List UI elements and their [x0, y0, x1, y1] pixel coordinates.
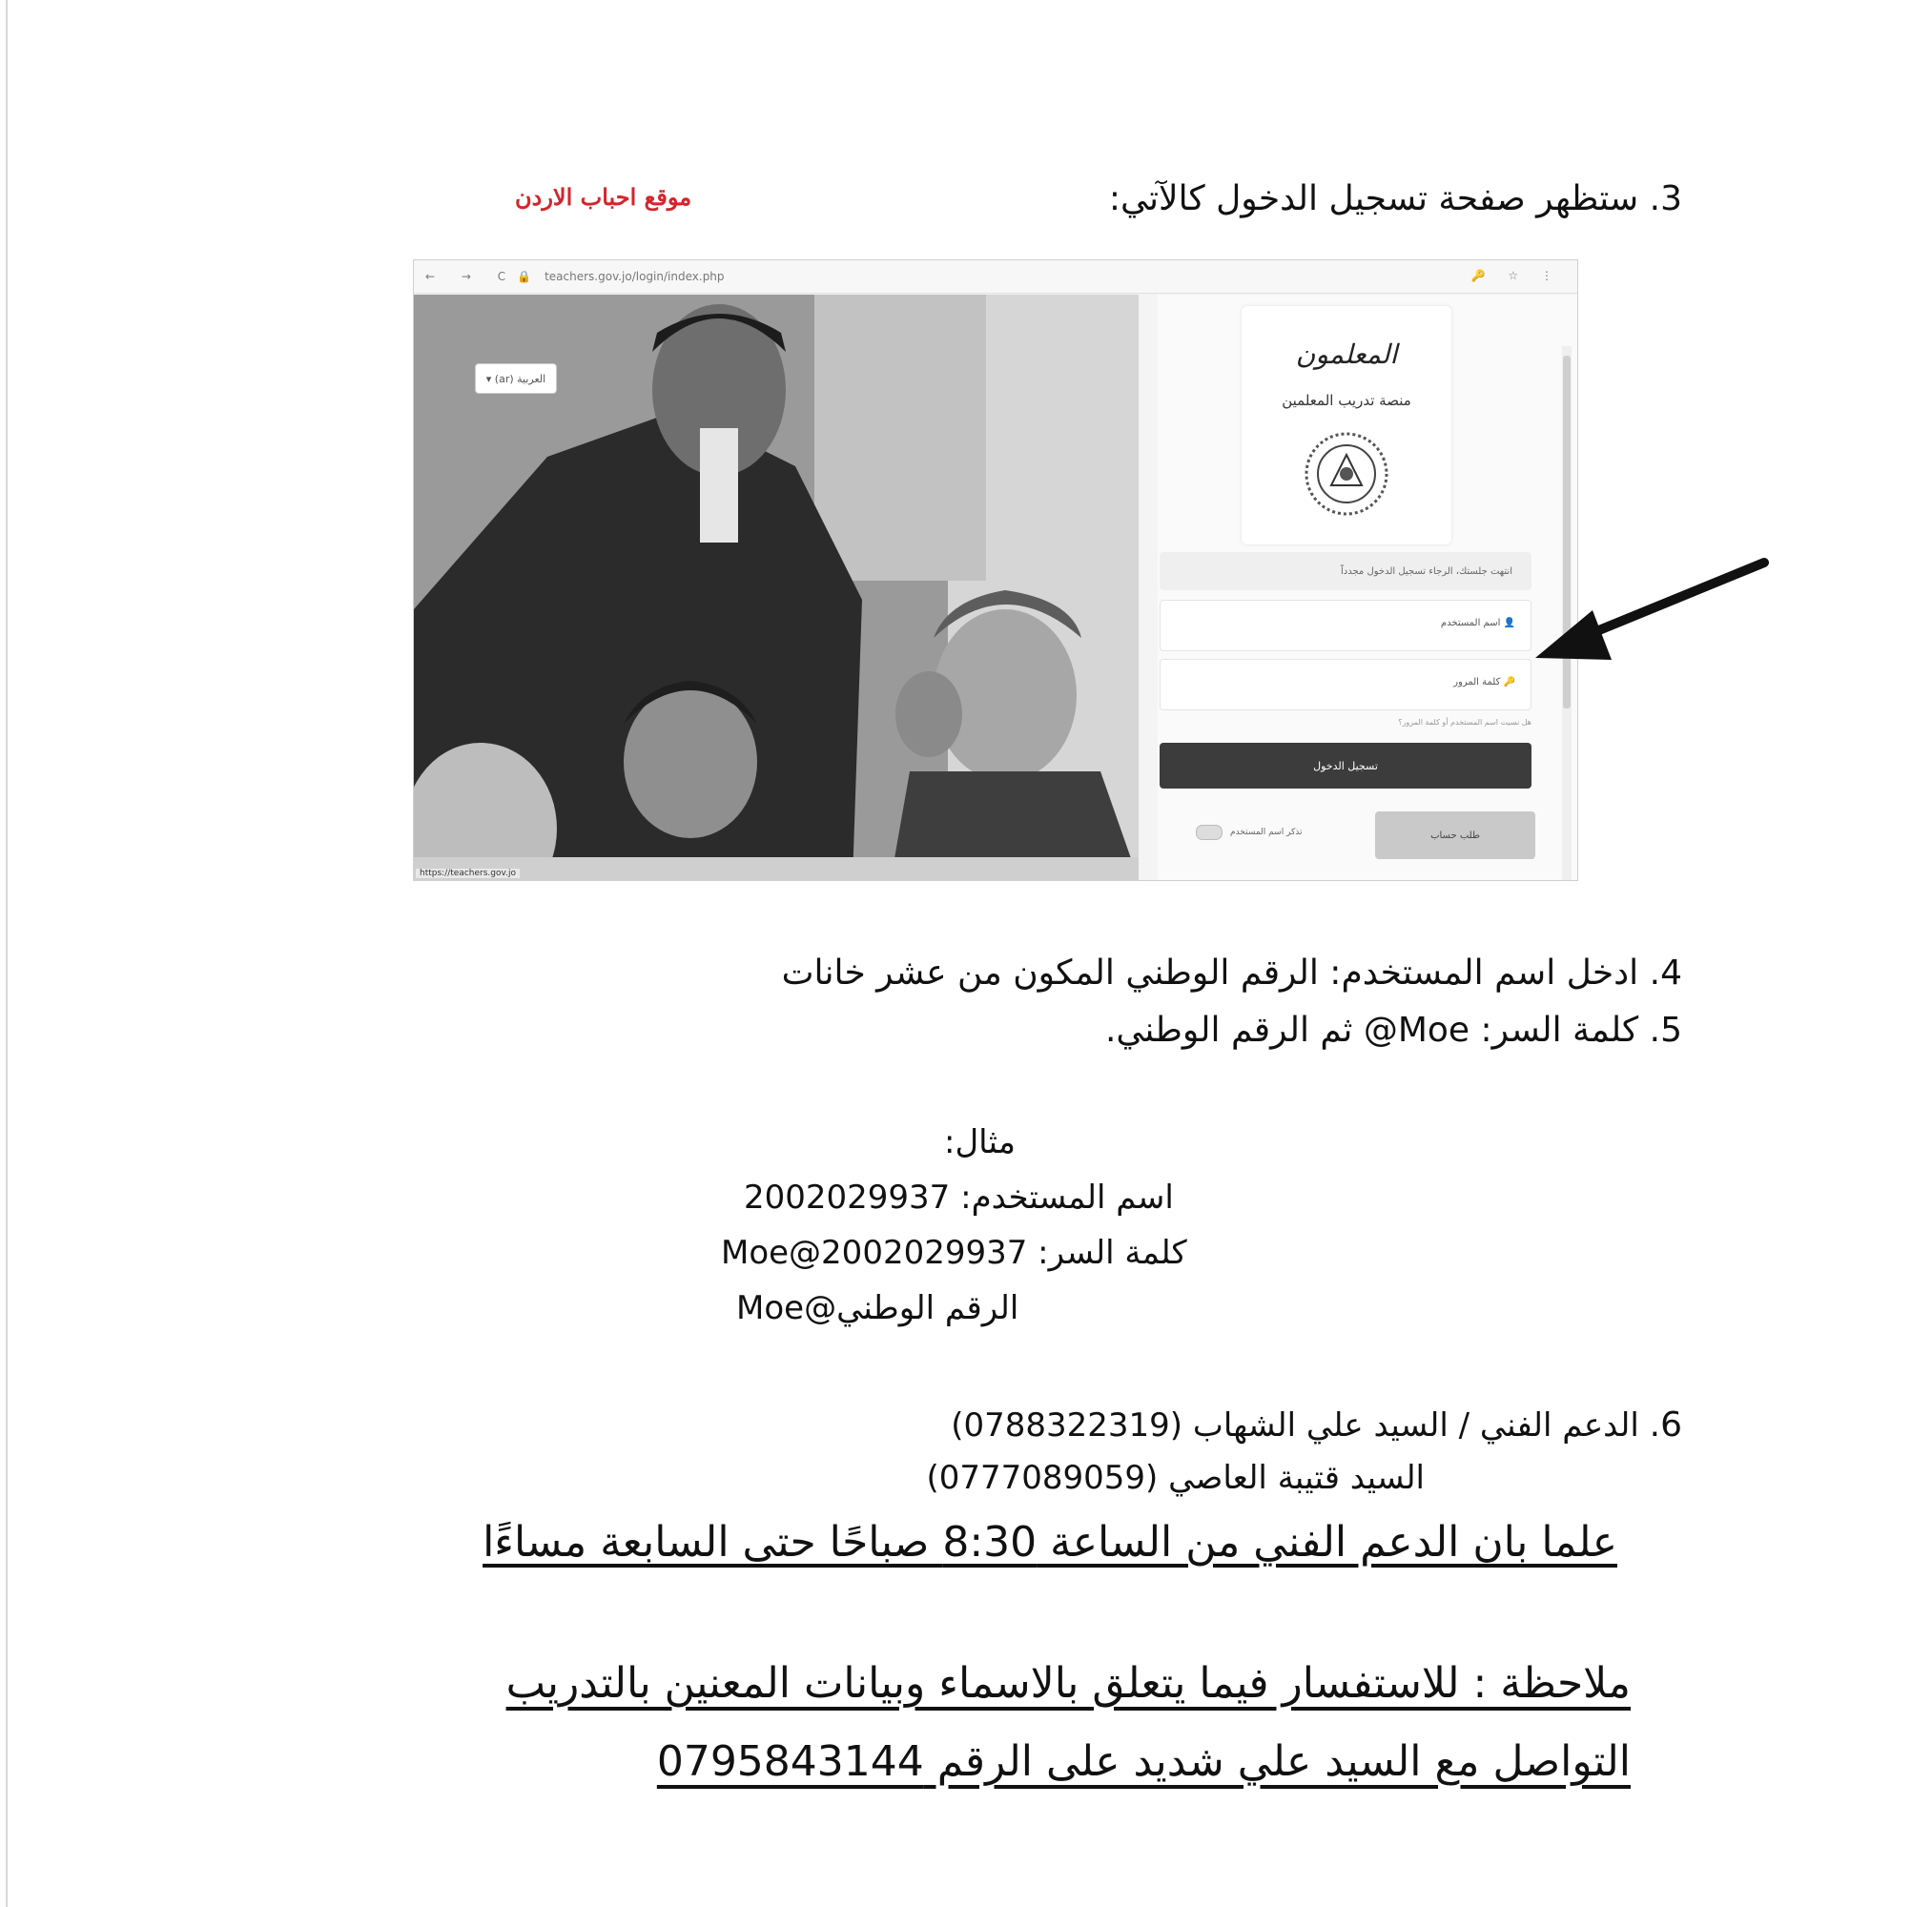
step-5-text: كلمة السر: Moe@ ثم الرقم الوطني. — [1104, 1011, 1639, 1050]
support-contact-2: السيد قتيبة العاصي (0777089059) — [926, 1459, 1425, 1497]
browser-address-bar — [414, 260, 1577, 294]
page-edge-line — [6, 0, 8, 1907]
example-password: كلمة السر: Moe@2002029937 — [721, 1234, 1187, 1272]
note-line-2: التواصل مع السيد علي شديد على الرقم 0795843144 — [656, 1737, 1631, 1786]
step-3-text: ستظهر صفحة تسجيل الدخول كالآتي: — [1108, 179, 1639, 218]
remember-toggle[interactable] — [1196, 825, 1223, 840]
username-field[interactable] — [1160, 600, 1531, 651]
step-5-number: 5. — [1649, 1011, 1682, 1050]
login-button[interactable]: تسجيل الدخول — [1160, 743, 1531, 789]
step-4-text: ادخل اسم المستخدم: الرقم الوطني المكون من عشر خانات — [781, 954, 1639, 993]
remember-username[interactable] — [1196, 825, 1303, 840]
username-placeholder: اسم المستخدم — [1440, 618, 1501, 628]
step-5 — [1105, 1011, 1682, 1050]
classroom-photo — [414, 295, 1139, 880]
step-6-number: 6. — [1649, 1405, 1682, 1445]
step-3-number: 3. — [1649, 179, 1682, 218]
session-expired-message: انتهت جلستك، الرجاء تسجيل الدخول مجدداً — [1160, 552, 1531, 590]
platform-subtitle: منصة تدريب المعلمين — [1282, 392, 1411, 409]
pointer-arrow-icon — [1526, 553, 1774, 677]
key-icon: 🔑 — [1500, 677, 1515, 687]
step-3 — [1109, 179, 1682, 218]
support-contact-1: الدعم الفني / السيد علي الشهاب (0788322319) — [951, 1406, 1639, 1445]
remember-label: تذكر اسم المستخدم — [1230, 828, 1303, 837]
support-hours: علما بان الدعم الفني من الساعة 8:30 صباحًا حتى السابعة مساءًا — [483, 1518, 1617, 1567]
example-title: مثال: — [944, 1123, 1016, 1161]
site-watermark: موقع احباب الاردن — [515, 183, 692, 211]
login-panel — [1158, 295, 1577, 880]
example-national-format: الرقم الوطني@Moe — [736, 1289, 1019, 1327]
step-6 — [951, 1405, 1682, 1445]
request-account-button[interactable]: طلب حساب — [1375, 811, 1535, 859]
step-4 — [782, 954, 1682, 993]
ministry-emblem-icon — [1303, 430, 1390, 518]
browser-url: teachers.gov.jo/login/index.php — [545, 270, 725, 283]
logo-card — [1242, 306, 1451, 544]
status-url: https://teachers.gov.jo — [416, 869, 520, 878]
example-username: اسم المستخدم: 2002029937 — [744, 1179, 1174, 1217]
lock-icon: 🔒 — [517, 270, 532, 283]
browser-toolbar-icons: 🔑 ☆ ⋮ — [1470, 269, 1562, 282]
user-icon: 👤 — [1500, 618, 1515, 628]
login-page-screenshot — [413, 259, 1578, 881]
note-line-1: ملاحظة : للاستفسار فيما يتعلق بالاسماء وبيانات المعنين بالتدريب — [505, 1659, 1631, 1708]
forgot-password-link[interactable]: هل نسيت اسم المستخدم أو كلمة المرور؟ — [1398, 718, 1531, 727]
language-selector[interactable]: العربية (ar) ▾ — [475, 363, 557, 394]
platform-logo: المعلمون — [1295, 338, 1398, 370]
browser-nav-icons: ← → C — [425, 270, 518, 283]
password-placeholder: كلمة المرور — [1453, 677, 1501, 687]
password-field[interactable] — [1160, 659, 1531, 710]
step-4-number: 4. — [1649, 954, 1682, 993]
